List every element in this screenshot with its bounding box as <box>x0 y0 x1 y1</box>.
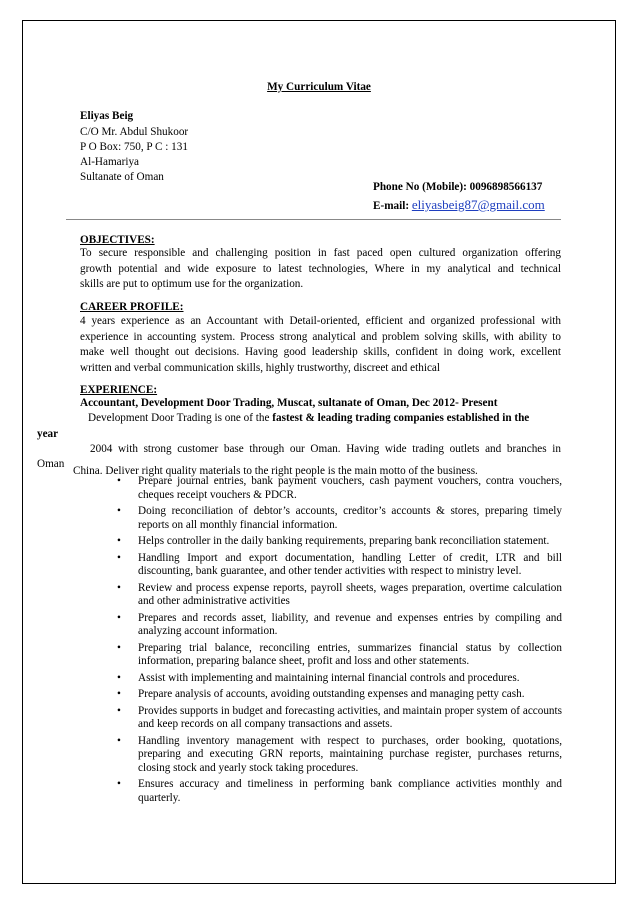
list-item <box>100 552 562 579</box>
list-item <box>100 612 562 639</box>
duties-list <box>100 475 562 808</box>
applicant-name: Eliyas Beig <box>80 110 134 122</box>
bullet-icon: • <box>117 704 121 717</box>
objectives-text <box>80 246 561 293</box>
divider <box>66 219 561 220</box>
company-intro-line <box>88 412 529 425</box>
company-intro-line: 2004 with strong customer base through our Oman. Having wide trading outlets and branches in <box>90 443 561 455</box>
address-line: C/O Mr. Abdul Shukoor <box>80 126 189 138</box>
address-line: Al-Hamariya <box>80 156 140 168</box>
list-item <box>100 672 562 686</box>
career-profile-line: 4 years experience as an Accountant with Detail-oriented, efficient and organized professional with <box>80 315 561 327</box>
list-item <box>100 475 562 502</box>
duty-text: Doing reconciliation of debtor’s accounts, creditor’s accounts & stores, preparing timely reports on all monthly financial information. <box>138 505 562 531</box>
career-profile-text <box>80 314 561 376</box>
company-intro-oman: Oman <box>37 458 65 470</box>
career-profile-heading: CAREER PROFILE: <box>80 301 184 313</box>
objectives-line: skills are put to optimum use for the organization. <box>80 278 304 290</box>
duty-text: Helps controller in the daily banking requirements, preparing bank reconciliation statement. <box>138 535 550 547</box>
duty-text: Handling Import and export documentation, handling Letter of credit, LTR and bill discounting, bank guarantee, and other tender activities with respect to ministry level. <box>138 551 562 577</box>
email-link[interactable]: eliyasbeig87@gmail.com <box>411 197 545 212</box>
bullet-icon: • <box>117 641 121 654</box>
duty-text: Ensures accuracy and timeliness in performing bank compliance activities monthly and quarterly. <box>138 778 562 804</box>
duty-text: Prepares and records asset, liability, and revenue and expenses entries by compiling and analyzing account information. <box>138 611 562 637</box>
company-intro-year: year <box>37 428 59 440</box>
duty-text: Prepare analysis of accounts, avoiding outstanding expenses and managing petty cash. <box>138 688 525 700</box>
email-label: E-mail: <box>373 200 412 212</box>
career-profile-line: make well thought out decisions. Having good leadership skills, confident in doing work, excellent <box>80 346 561 358</box>
list-item <box>100 582 562 609</box>
objectives-line: To secure responsible and challenging position in fast paced open cultured organization offering <box>80 247 561 259</box>
bullet-icon: • <box>117 611 121 624</box>
duty-text: Review and process expense reports, payroll sheets, wages preparation, overtime calculation and other administrative activities <box>138 581 562 607</box>
company-intro-line: China. Deliver right quality materials to the right people is the main motto of the business. <box>73 465 478 477</box>
company-intro-text: Development Door Trading is one of the <box>88 412 273 424</box>
experience-heading: EXPERIENCE: <box>80 384 158 396</box>
career-profile-line: experience in accounting system. Process strong analytical and problem solving skills, with ability to <box>80 330 561 343</box>
bullet-icon: • <box>117 535 121 547</box>
duty-text: Assist with implementing and maintaining internal financial controls and procedures. <box>138 671 520 684</box>
email-row <box>373 198 545 213</box>
phone-number: Phone No (Mobile): 0096898566137 <box>373 181 543 193</box>
bullet-icon: • <box>117 778 121 790</box>
job-position: Accountant, Development Door Trading, Muscat, sultanate of Oman, Dec 2012- Present <box>80 397 498 409</box>
list-item <box>100 505 562 532</box>
bullet-icon: • <box>117 581 121 594</box>
bullet-icon: • <box>117 734 121 747</box>
career-profile-line: written and verbal communication skills, highly trustworthy, discreet and ethical <box>80 361 440 374</box>
address-line: Sultanate of Oman <box>80 171 164 183</box>
bullet-icon: • <box>117 475 121 487</box>
list-item <box>100 535 562 549</box>
duty-text: Preparing trial balance, reconciling entries, summarizes financial status by collection information, preparing balance sheet, profit and loss and other statements. <box>138 641 562 667</box>
bullet-icon: • <box>117 551 121 564</box>
bullet-icon: • <box>117 688 121 700</box>
list-item <box>100 688 562 702</box>
list-item <box>100 778 562 805</box>
list-item <box>100 705 562 732</box>
list-item <box>100 642 562 669</box>
company-intro-highlight: fastest & leading trading companies established in the <box>272 412 530 424</box>
address-line: P O Box: 750, P C : 131 <box>80 141 188 153</box>
objectives-line: growth potential and wide exposure to latest technologies, Where in my analytical and technical <box>80 262 561 275</box>
duty-text: Prepare journal entries, bank payment vouchers, cash payment vouchers, contra vouchers, cheques receipt vouchers & PDCR. <box>138 475 562 501</box>
bullet-icon: • <box>117 505 121 517</box>
list-item <box>100 735 562 776</box>
objectives-heading: OBJECTIVES: <box>80 234 155 246</box>
bullet-icon: • <box>117 671 121 684</box>
document-title: My Curriculum Vitae <box>267 81 371 93</box>
duty-text: Handling inventory management with respect to purchases, order booking, quotations, preparing and executing GRN reports, maintaining purchase register, purchases returns, closing stock and yearly stock taking procedures. <box>138 734 562 774</box>
duty-text: Provides supports in budget and forecasting activities, and maintain proper system of accounts and keep records on all company transactions and assets. <box>138 704 562 730</box>
